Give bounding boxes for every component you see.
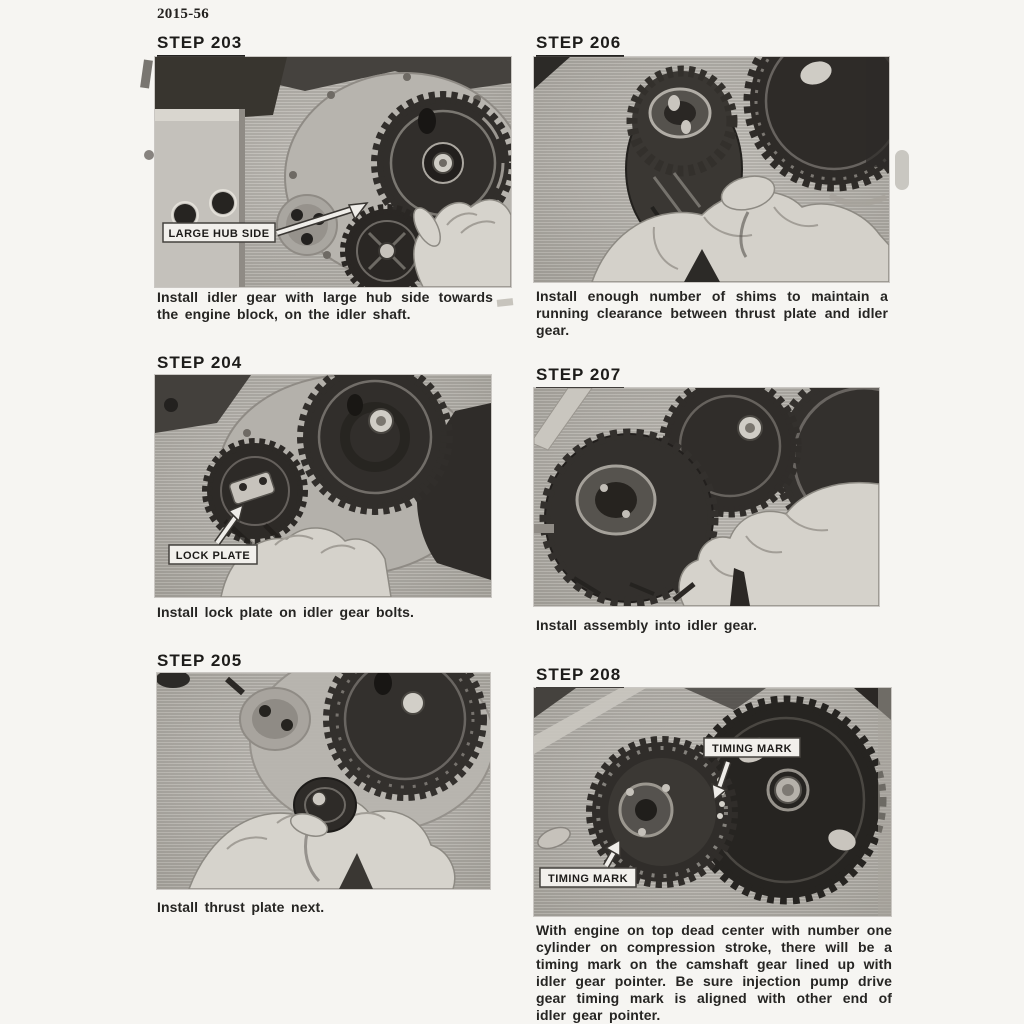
camshaft-gear <box>303 375 447 509</box>
scan-speck <box>140 60 153 89</box>
step-208-section <box>536 665 624 690</box>
step-204-caption: Install lock plate on idler gear bolts. <box>157 604 414 620</box>
step-206-title: STEP 206 <box>536 33 624 58</box>
engine-block <box>155 109 245 287</box>
idler-gear-lock-plate <box>207 443 303 545</box>
step-208-caption: With engine on top dead center with number one cylinder on compression stroke, there will be a timing mark on the camshaft gear lined up with idler gear pointer. Be sure injection pump drive gear timing mark is aligned with other end of idler gear pointer. <box>536 922 892 1023</box>
step-203-caption: Install idler gear with large hub side towards the engine block, on the idler shaft. <box>157 289 493 322</box>
step-205-title: STEP 205 <box>157 651 245 676</box>
page-number: 2015-56 <box>157 6 210 22</box>
callout-label: TIMING MARK <box>547 873 629 885</box>
injection-pump-gear <box>592 742 732 882</box>
step-203-photo <box>155 57 511 287</box>
step-208-photo <box>534 688 891 916</box>
step-206-section <box>536 33 624 58</box>
callout-label: TIMING MARK <box>711 743 793 755</box>
step-204-title: STEP 204 <box>157 353 245 378</box>
step-204-photo <box>155 375 491 597</box>
step-205-caption: Install thrust plate next. <box>157 899 325 915</box>
step-207-section <box>536 365 624 390</box>
step-207-caption: Install assembly into idler gear. <box>536 617 758 633</box>
callout-label: LARGE HUB SIDE <box>168 228 270 240</box>
step-203-title: STEP 203 <box>157 33 245 58</box>
step-207-title: STEP 207 <box>536 365 624 390</box>
step-206-caption: Install enough number of shims to maintain a running clearance between thrust plate and idler gear. <box>536 288 888 338</box>
step-203-section <box>157 33 245 58</box>
step-208-title: STEP 208 <box>536 665 624 690</box>
callout-label: LOCK PLATE <box>175 550 251 562</box>
step-205-photo <box>157 673 490 889</box>
step-206-photo <box>534 57 889 282</box>
step-207-photo <box>534 388 879 606</box>
scan-speck <box>895 150 909 190</box>
scan-speck <box>497 298 514 307</box>
hand <box>408 200 511 287</box>
scan-speck <box>144 150 154 160</box>
